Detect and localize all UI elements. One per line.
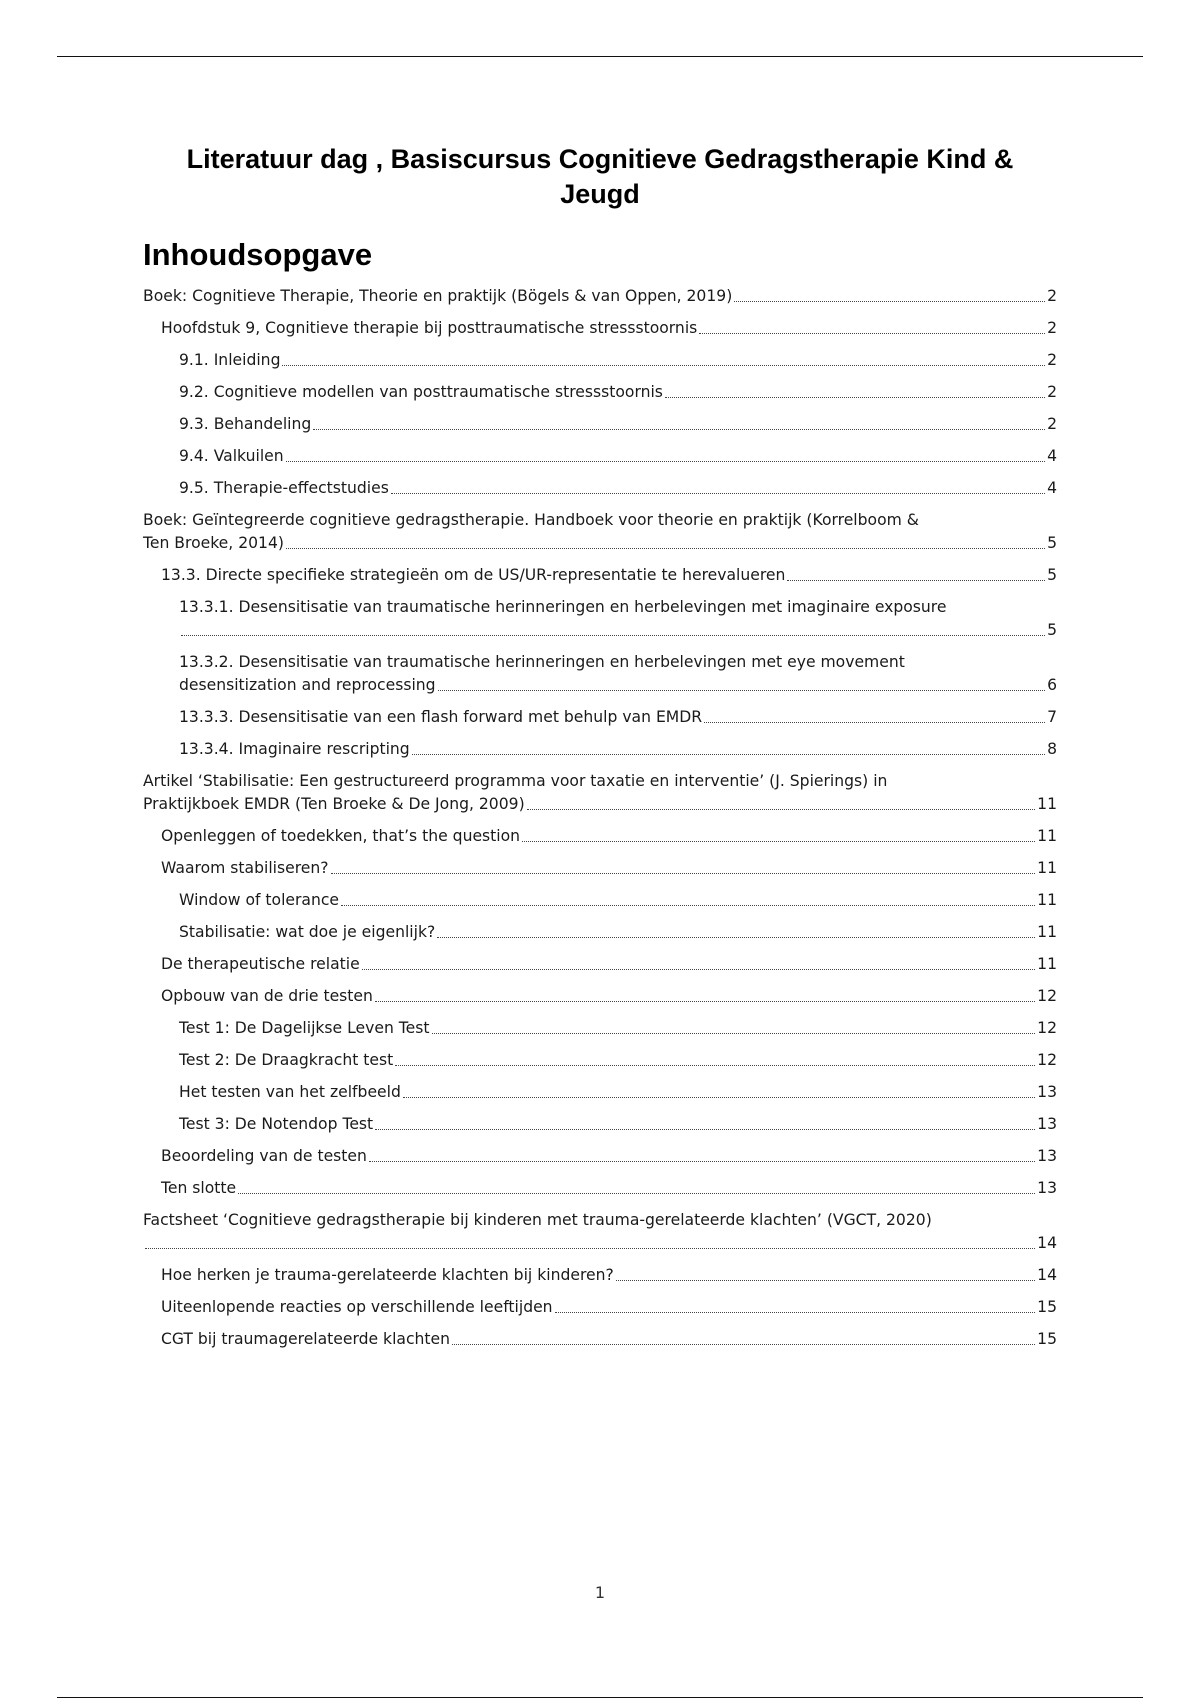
toc-entry-page: 5 [1047,621,1057,639]
toc-entry-page: 12 [1037,987,1057,1005]
dot-leader [438,690,1046,691]
toc-entry-label: Uiteenlopende reacties op verschillende leeftijden [161,1298,553,1316]
toc-entry[interactable] [143,921,1057,944]
toc-entry-page: 11 [1037,795,1057,813]
toc-entry-page: 5 [1047,534,1057,552]
toc-entry-page: 13 [1037,1083,1057,1101]
toc-entry-page: 2 [1047,351,1057,369]
toc-entry[interactable] [143,1328,1057,1351]
footer-rule [57,1697,1143,1698]
toc-entry-label: Het testen van het zelfbeeld [179,1083,401,1101]
toc-entry-label: 9.2. Cognitieve modellen van posttraumatische stressstoornis [179,383,663,401]
dot-leader [282,365,1045,366]
toc-entry[interactable] [143,889,1057,912]
toc-entry[interactable] [143,1049,1057,1072]
toc-entry-label: Boek: Cognitieve Therapie, Theorie en praktijk (Bögels & van Oppen, 2019) [143,287,733,305]
dot-leader [145,1248,1035,1249]
dot-leader [362,969,1035,970]
toc-entry-page: 15 [1037,1298,1057,1316]
dot-leader [286,548,1045,549]
toc-entry-label: 9.3. Behandeling [179,415,312,433]
dot-leader [341,905,1035,906]
toc-entry-label: Opbouw van de drie testen [161,987,373,1005]
toc-entry[interactable] [143,857,1057,880]
toc-entry[interactable] [143,285,1057,308]
toc-entry-label: 13.3.3. Desensitisatie van een flash forward met behulp van EMDR [179,708,703,726]
toc-entry-label: Test 2: De Draagkracht test [179,1051,394,1069]
toc-entry[interactable] [143,1296,1057,1319]
toc-entry-label: Waarom stabiliseren? [161,859,329,877]
toc-entry-page: 7 [1047,708,1057,726]
toc-entry-label-line2: Praktijkboek EMDR (Ten Broeke & De Jong, 2009) [143,795,525,813]
toc-entry[interactable] [143,1081,1057,1104]
dot-leader [313,429,1045,430]
toc-entry[interactable] [143,1017,1057,1040]
toc-entry-page: 13 [1037,1179,1057,1197]
toc-entry-label: Beoordeling van de testen [161,1147,367,1165]
toc-entry-page: 13 [1037,1147,1057,1165]
dot-leader [616,1280,1035,1281]
toc-entry-page: 11 [1037,859,1057,877]
dot-leader [437,937,1035,938]
dot-leader [395,1065,1035,1066]
toc-entry-page: 11 [1037,923,1057,941]
toc-entry[interactable] [143,651,1057,697]
toc-entry[interactable] [143,985,1057,1008]
dot-leader [704,722,1045,723]
toc-entry-label-line1: Artikel ‘Stabilisatie: Een gestructureerd programma voor taxatie en interventie’ (J. Spierings) in [143,772,888,790]
dot-leader [238,1193,1035,1194]
toc-entry-label: 9.1. Inleiding [179,351,281,369]
toc-entry-label: 13.3. Directe specifieke strategieën om de US/UR-representatie te herevalueren [161,566,786,584]
toc-entry[interactable] [143,445,1057,468]
toc-entry-page: 13 [1037,1115,1057,1133]
toc-entry[interactable] [143,953,1057,976]
dot-leader [181,635,1045,636]
dot-leader [527,809,1035,810]
toc-entry[interactable] [143,1145,1057,1168]
toc-entry-page: 12 [1037,1051,1057,1069]
toc-entry-page: 2 [1047,383,1057,401]
toc-entry[interactable] [143,706,1057,729]
toc-entry-page: 2 [1047,287,1057,305]
dot-leader [375,1001,1035,1002]
document-title: Literatuur dag , Basiscursus Cognitieve Gedragstherapie Kind & Jeugd [186,144,1014,209]
toc-entry-label-line2: Ten Broeke, 2014) [143,534,284,552]
dot-leader [432,1033,1036,1034]
toc-entry[interactable] [143,349,1057,372]
toc-entry-label: Ten slotte [161,1179,237,1197]
table-of-contents [143,285,1057,1360]
toc-entry-page: 11 [1037,827,1057,845]
toc-entry-label: Openleggen of toedekken, that’s the question [161,827,521,845]
toc-entry[interactable] [143,1264,1057,1287]
toc-entry[interactable] [143,477,1057,500]
toc-entry-label: Window of tolerance [179,891,340,909]
dot-leader [286,461,1045,462]
toc-entry[interactable] [143,1113,1057,1136]
toc-entry-label: De therapeutische relatie [161,955,360,973]
toc-entry-page: 4 [1047,479,1057,497]
toc-entry-label: Hoe herken je trauma-gerelateerde klachten bij kinderen? [161,1266,614,1284]
page-number: 1 [594,1583,606,1602]
toc-entry-page: 11 [1037,891,1057,909]
toc-entry-label: Hoofdstuk 9, Cognitieve therapie bij posttraumatische stressstoornis [161,319,698,337]
toc-entry-label-line2: desensitization and reprocessing [179,676,436,694]
toc-entry[interactable] [143,596,1057,642]
toc-entry[interactable] [143,1209,1057,1255]
toc-entry[interactable] [143,738,1057,761]
toc-entry-label-line1: Factsheet ‘Cognitieve gedragstherapie bij kinderen met trauma-gerelateerde klachten’ (VGCT, 2020) [143,1211,932,1229]
toc-entry-page: 14 [1037,1234,1057,1252]
toc-entry-label: Test 3: De Notendop Test [179,1115,374,1133]
toc-entry[interactable] [143,1177,1057,1200]
toc-entry-label: 13.3.4. Imaginaire rescripting [179,740,410,758]
toc-entry-page: 6 [1047,676,1057,694]
toc-entry-label: 9.4. Valkuilen [179,447,284,465]
toc-entry-page: 11 [1037,955,1057,973]
toc-entry-label-line1: Boek: Geïntegreerde cognitieve gedragstherapie. Handboek voor theorie en praktijk (Korrelboom & [143,511,919,529]
toc-entry-page: 14 [1037,1266,1057,1284]
header-rule [57,56,1143,57]
dot-leader [522,841,1035,842]
toc-entry[interactable] [143,509,1057,555]
dot-leader [787,580,1045,581]
dot-leader [734,301,1045,302]
dot-leader [555,1312,1036,1313]
toc-entry[interactable] [143,413,1057,436]
toc-entry-label: Stabilisatie: wat doe je eigenlijk? [179,923,436,941]
dot-leader [375,1129,1035,1130]
dot-leader [331,873,1036,874]
toc-entry[interactable] [143,825,1057,848]
toc-entry[interactable] [143,381,1057,404]
toc-entry-page: 2 [1047,319,1057,337]
dot-leader [665,397,1045,398]
toc-entry-page: 5 [1047,566,1057,584]
dot-leader [452,1344,1035,1345]
toc-entry-label: CGT bij traumagerelateerde klachten [161,1330,451,1348]
dot-leader [412,754,1045,755]
dot-leader [403,1097,1035,1098]
toc-entry[interactable] [143,317,1057,340]
toc-entry-label: 9.5. Therapie-effectstudies [179,479,389,497]
dot-leader [699,333,1045,334]
toc-entry-page: 15 [1037,1330,1057,1348]
toc-entry-label-line1: 13.3.1. Desensitisatie van traumatische herinneringen en herbelevingen met imaginaire exposure [179,598,947,616]
toc-entry-page: 8 [1047,740,1057,758]
toc-entry-page: 12 [1037,1019,1057,1037]
toc-entry[interactable] [143,770,1057,816]
toc-entry-label: Test 1: De Dagelijkse Leven Test [179,1019,430,1037]
toc-entry-page: 2 [1047,415,1057,433]
toc-entry-page: 4 [1047,447,1057,465]
toc-heading: Inhoudsopgave [143,237,373,272]
toc-entry[interactable] [143,564,1057,587]
dot-leader [369,1161,1035,1162]
dot-leader [391,493,1045,494]
toc-entry-label-line1: 13.3.2. Desensitisatie van traumatische herinneringen en herbelevingen met eye movement [179,653,905,671]
